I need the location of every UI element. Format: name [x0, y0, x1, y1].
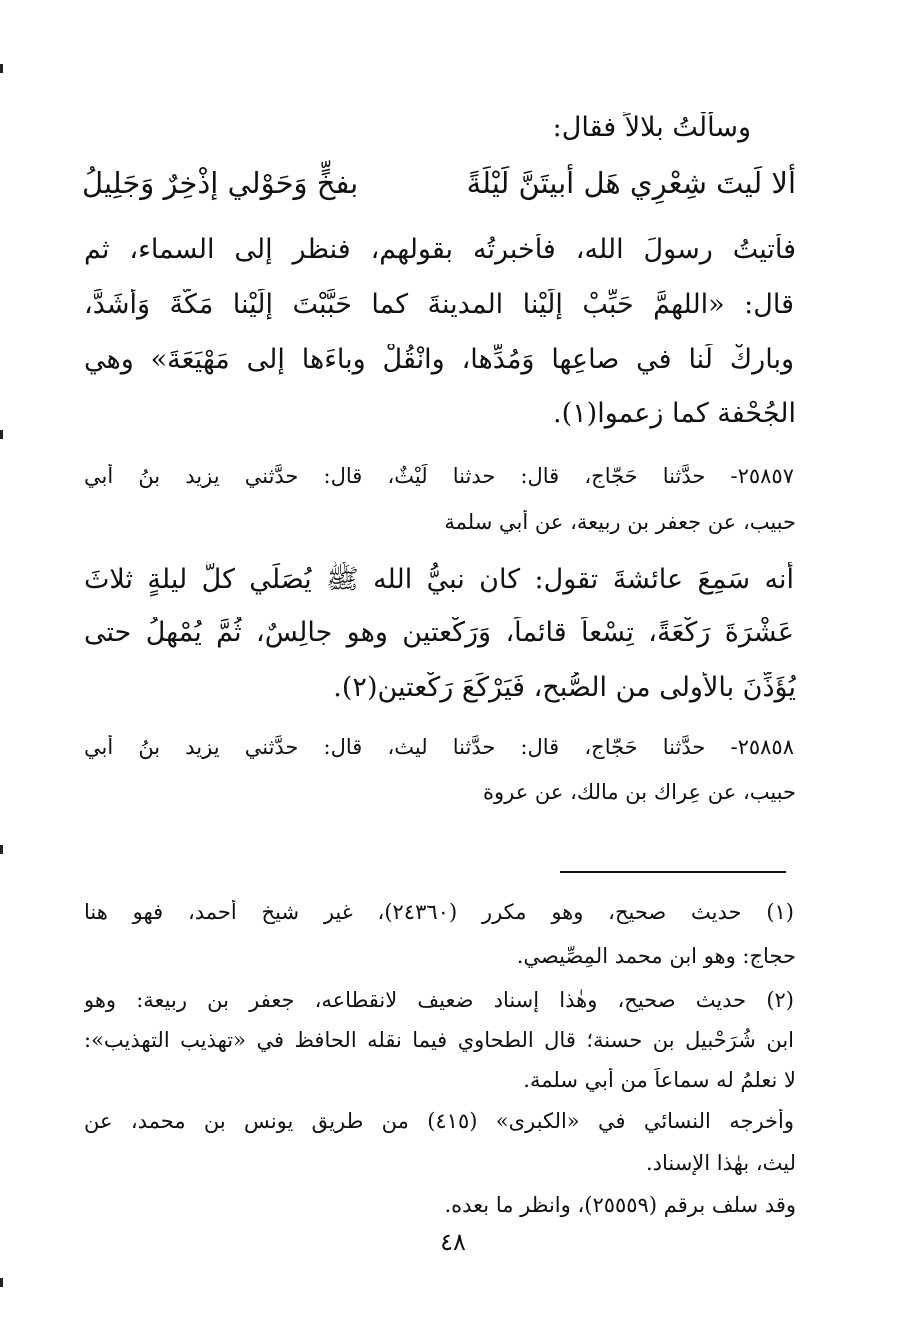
footnote-line: (٢) حديث صحيح، وهٰذا إسناد ضعيف لانقطاعه، جعفر بن ربيعة: وهو — [84, 988, 794, 1012]
footnote-line: لا نعلمُ له سماعاً من أبي سلمة. — [523, 1068, 796, 1092]
footnote-separator — [560, 871, 786, 873]
edge-mark — [0, 64, 3, 73]
hadith-matn-line: أنه سَمِعَ عائشةَ تقول: كان نبيُّ الله ﷺ يُصَلِّي كلَّ ليلةٍ ثلاثَ — [84, 564, 794, 595]
footnote-line: (١) حديث صحيح، وهو مكرر (٢٤٣٦٠)، غير شيخ أحمد، فهو هنا — [84, 900, 794, 924]
edge-mark — [0, 845, 3, 854]
narrative-line: فأتيتُ رسولَ الله، فأخبرتُه بقولهم، فنظر إلى السماء، ثم — [84, 234, 796, 265]
page-number: ٤٨ — [440, 1228, 466, 1256]
narrative-line: قال: «اللهمَّ حَبِّبْ إلَيْنا المدينةَ كما حَبَّبْتَ إلَيْنا مَكَّةَ وَأشَدَّ، — [84, 289, 794, 320]
poem-hemistich-right: ألا لَيتَ شِعْرِي هَل أبيتَنَّ لَيْلَةً — [466, 166, 796, 200]
narrative-line: وبارِكْ لَنا في صاعِها وَمُدِّها، وانْقُلْ وباءَها إلى مَهْيَعَةَ» وهي — [84, 344, 794, 375]
footnote-line: ليث، بهٰذا الإسناد. — [645, 1151, 796, 1175]
footnote-line: ابن شُرَحْبيل بن حسنة؛ قال الطحاوي فيما نقله الحافظ في «تهذيب التهذيب»: — [84, 1028, 794, 1052]
edge-mark — [0, 430, 3, 439]
footnote-line: حجاج: وهو ابن محمد المِصِّيصي. — [516, 944, 796, 968]
hadith-isnad-25857: ٢٥٨٥٧- حدَّثنا حَجّاج، قال: حدثنا لَيْثٌ، قال: حدَّثني يزيد بنُ أبي — [84, 464, 794, 488]
footnote-line: وأخرجه النسائي في «الكبرى» (٤١٥) من طريق يونس بن محمد، عن — [84, 1109, 794, 1133]
footnote-line: وقد سلف برقم (٢٥٥٥٩)، وانظر ما بعده. — [444, 1193, 796, 1217]
intro-line: وسألْتُ بلالاً فقال: — [552, 112, 751, 143]
hadith-isnad-25858: ٢٥٨٥٨- حدَّثنا حَجّاج، قال: حدَّثنا ليث، قال: حدَّثني يزيد بنُ أبي — [84, 735, 794, 759]
narrative-line: الجُحْفة كما زعموا(١). — [553, 398, 796, 429]
hadith-isnad-25857: حبيب، عن جعفر بن ربيعة، عن أبي سلمة — [444, 510, 796, 534]
poem-hemistich-left: بفخٍّ وَحَوْلي إذْخِرٌ وَجَلِيلُ — [82, 166, 359, 200]
edge-mark — [0, 1278, 3, 1287]
hadith-isnad-25858: حبيب، عن عِراك بن مالك، عن عروة — [482, 780, 796, 804]
hadith-matn-line: يُؤَذِّنَ بالأُولى من الصُّبح، فَيَرْكَعَ رَكْعتين(٢). — [333, 672, 796, 703]
hadith-matn-line: عَشْرَةَ رَكْعَةً، تِسْعاً قائماً، وَرَكْعتين وهو جالِسٌ، ثُمَّ يُمْهِلُ حتى — [84, 617, 794, 648]
